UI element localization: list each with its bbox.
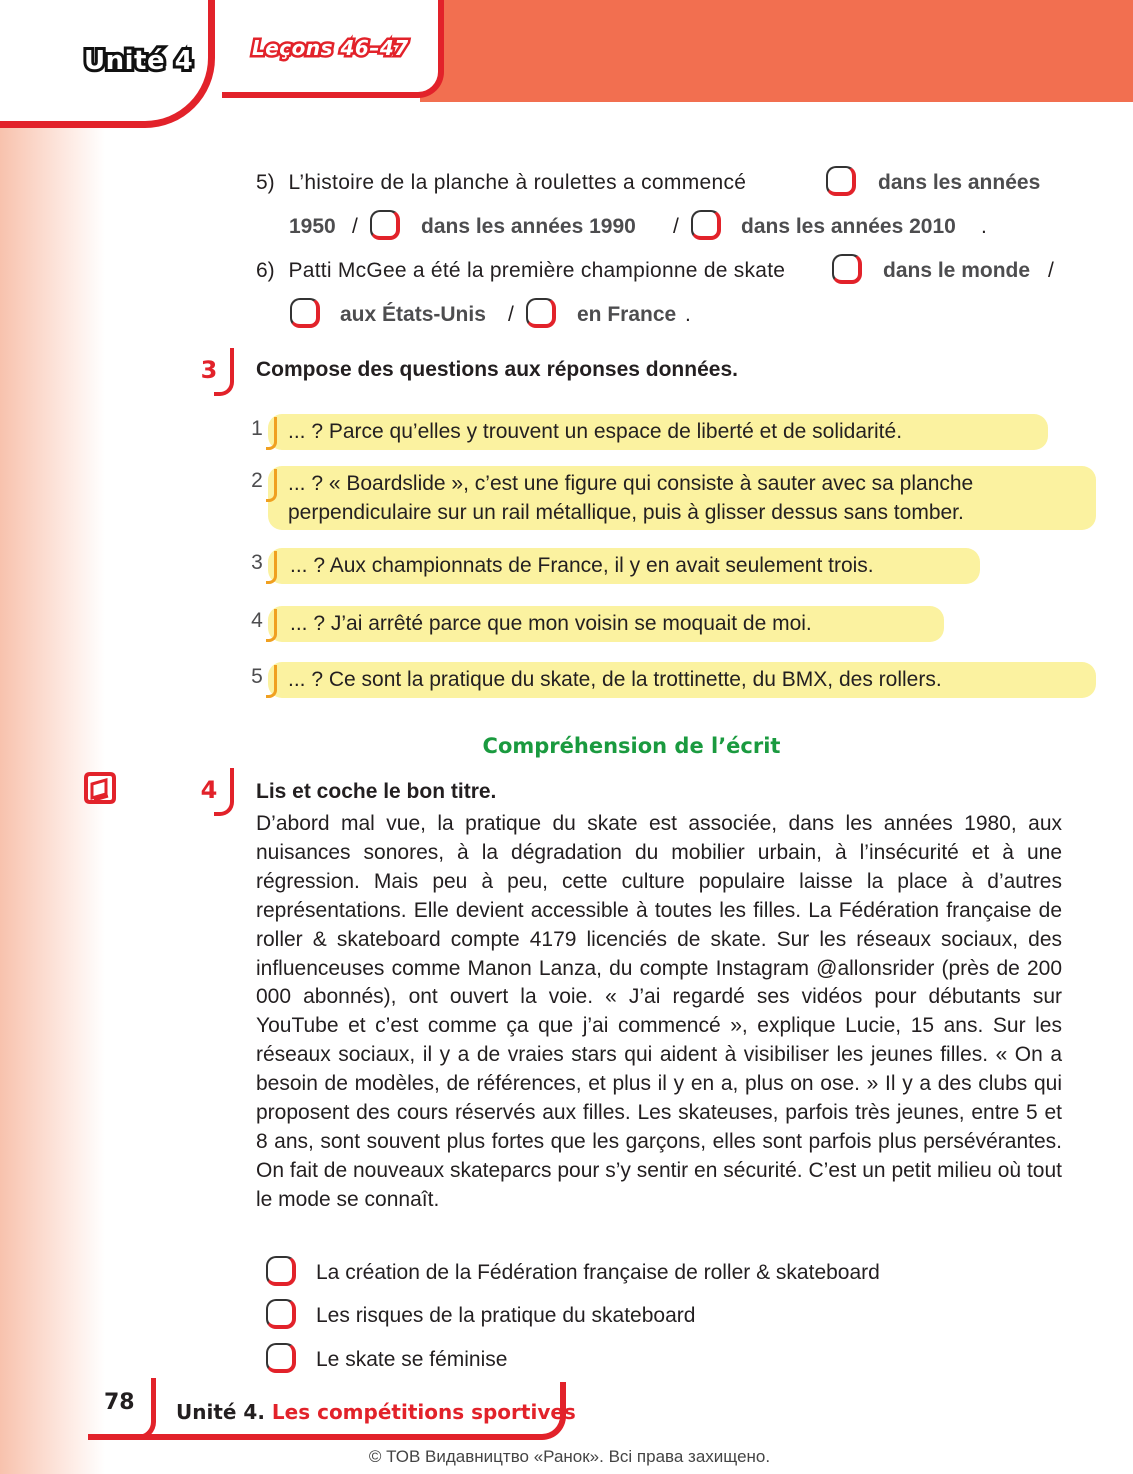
title-option-1: La création de la Fédération française de roller & skateboard bbox=[316, 1261, 880, 1284]
footer-title bbox=[176, 1400, 576, 1424]
item-5-opt3: dans les années 2010 bbox=[741, 215, 956, 238]
answer-3: ... ? Aux championnats de France, il y en avait seulement trois. bbox=[290, 554, 874, 577]
title-option-checkbox-3[interactable] bbox=[266, 1343, 296, 1373]
question-number-3: 3 bbox=[245, 551, 269, 575]
page-number: 78 bbox=[104, 1390, 135, 1415]
answer-2-line1: ... ? « Boardslide », c’est une figure qui consiste à sauter avec sa planche bbox=[288, 472, 974, 495]
question-number-2: 2 bbox=[245, 469, 269, 493]
answer-4: ... ? J’ai arrêté parce que mon voisin se moquait de moi. bbox=[290, 612, 812, 635]
footer-separator bbox=[138, 1378, 156, 1440]
copyright: © ТОВ Видавництво «Ранок». Всі права захищено. bbox=[368, 1447, 771, 1466]
item-5-opt1b: 1950 bbox=[289, 215, 336, 238]
item-6-checkbox-france[interactable] bbox=[526, 298, 556, 328]
lessons-badge: Leçons 46–47 bbox=[252, 36, 409, 60]
exercise-4-number: 4 bbox=[184, 770, 234, 816]
item-5-number: 5) bbox=[256, 171, 275, 194]
question-number-5: 5 bbox=[245, 665, 269, 689]
item-5-checkbox-1950[interactable] bbox=[826, 166, 856, 196]
item-6-checkbox-etats-unis[interactable] bbox=[290, 298, 320, 328]
item-6-line1 bbox=[256, 256, 785, 286]
item-5-checkbox-1990[interactable] bbox=[370, 210, 400, 240]
item-5-opt1: dans les années bbox=[878, 171, 1041, 194]
item-5-end: . bbox=[981, 215, 987, 238]
item-6-opt1: dans le monde bbox=[883, 259, 1031, 282]
footer-unit-title: Les compétitions sportives bbox=[271, 1400, 576, 1424]
item-6-checkbox-monde[interactable] bbox=[832, 254, 862, 284]
item-6-sep2: / bbox=[508, 303, 514, 326]
exercise-4-instruction: Lis et coche le bon titre. bbox=[256, 780, 497, 803]
exercise-3-number: 3 bbox=[184, 350, 234, 396]
item-5-opt2: dans les années 1990 bbox=[421, 215, 636, 238]
book-icon bbox=[80, 770, 124, 810]
title-option-2: Les risques de la pratique du skateboard bbox=[316, 1304, 696, 1327]
item-5-checkbox-2010[interactable] bbox=[691, 210, 721, 240]
answer-2-line2: perpendiculaire sur un rail métallique, puis à glisser dessus sans tomber. bbox=[288, 501, 964, 524]
reading-text: D’abord mal vue, la pratique du skate est associée, dans les années 1980, aux nuisances sonores, à la dégradation du mobilier urbain, à l’insécurité et à une régression. Mais peu à peu, cette culture populaire laisse la place à d’autres représentations. Elle devient accessible à toutes les filles. La Fédération française de roller & skateboard compte 4179 licenciés de skate. Sur les réseaux sociaux, des influenceuses comme Manon Lanza, du compte Instagram @allonsrider (près de 200 000 abonnés), ont ouvert la voie. « J’ai regardé ses vidéos pour débutants sur YouTube et c’est comme ça que j’ai commencé », explique Lucie, 15 ans. Sur les réseaux sociaux, il y a de vraies stars qui aident à visibiliser les jeunes filles. « On a besoin de modèles, de références, et plus il y en a, plus on ose. » Il y a des clubs qui proposent des cours réservés aux filles. Les skateuses, parfois très jeunes, entre 5 et 8 ans, sont souvent plus fortes que les garçons, elles sont parfois plus persévérantes. On fait de nouveaux skateparcs pour s’y sentir en sécurité. C’est un petit milieu où tout le mode se connaît. bbox=[256, 812, 1062, 1211]
item-6-opt3: en France bbox=[577, 303, 677, 326]
item-5-text: L’histoire de la planche à roulettes a commencé bbox=[288, 171, 747, 194]
exercise-3-instruction: Compose des questions aux réponses données. bbox=[256, 358, 738, 381]
item-6-end: . bbox=[685, 303, 691, 326]
footer-unit: Unité 4. bbox=[176, 1400, 265, 1424]
unit-badge: Unité 4 bbox=[84, 46, 194, 76]
item-6-text: Patti McGee a été la première championne de skate bbox=[288, 259, 786, 282]
title-option-checkbox-2[interactable] bbox=[266, 1299, 296, 1329]
answer-1: ... ? Parce qu’elles y trouvent un espace de liberté et de solidarité. bbox=[288, 420, 903, 443]
header-band bbox=[420, 0, 1133, 102]
item-5-sep1: / bbox=[352, 215, 358, 238]
title-option-3: Le skate se féminise bbox=[316, 1348, 508, 1371]
section-title: Compréhension de l’écrit bbox=[482, 734, 781, 758]
item-6-number: 6) bbox=[256, 259, 275, 282]
title-option-checkbox-1[interactable] bbox=[266, 1256, 296, 1286]
question-number-1: 1 bbox=[245, 417, 269, 441]
answer-5: ... ? Ce sont la pratique du skate, de la trottinette, du BMX, des rollers. bbox=[288, 668, 942, 691]
question-number-4: 4 bbox=[245, 609, 269, 633]
item-5-sep2: / bbox=[673, 215, 679, 238]
item-6-sep1: / bbox=[1048, 259, 1054, 282]
item-6-opt2: aux États-Unis bbox=[340, 303, 486, 326]
